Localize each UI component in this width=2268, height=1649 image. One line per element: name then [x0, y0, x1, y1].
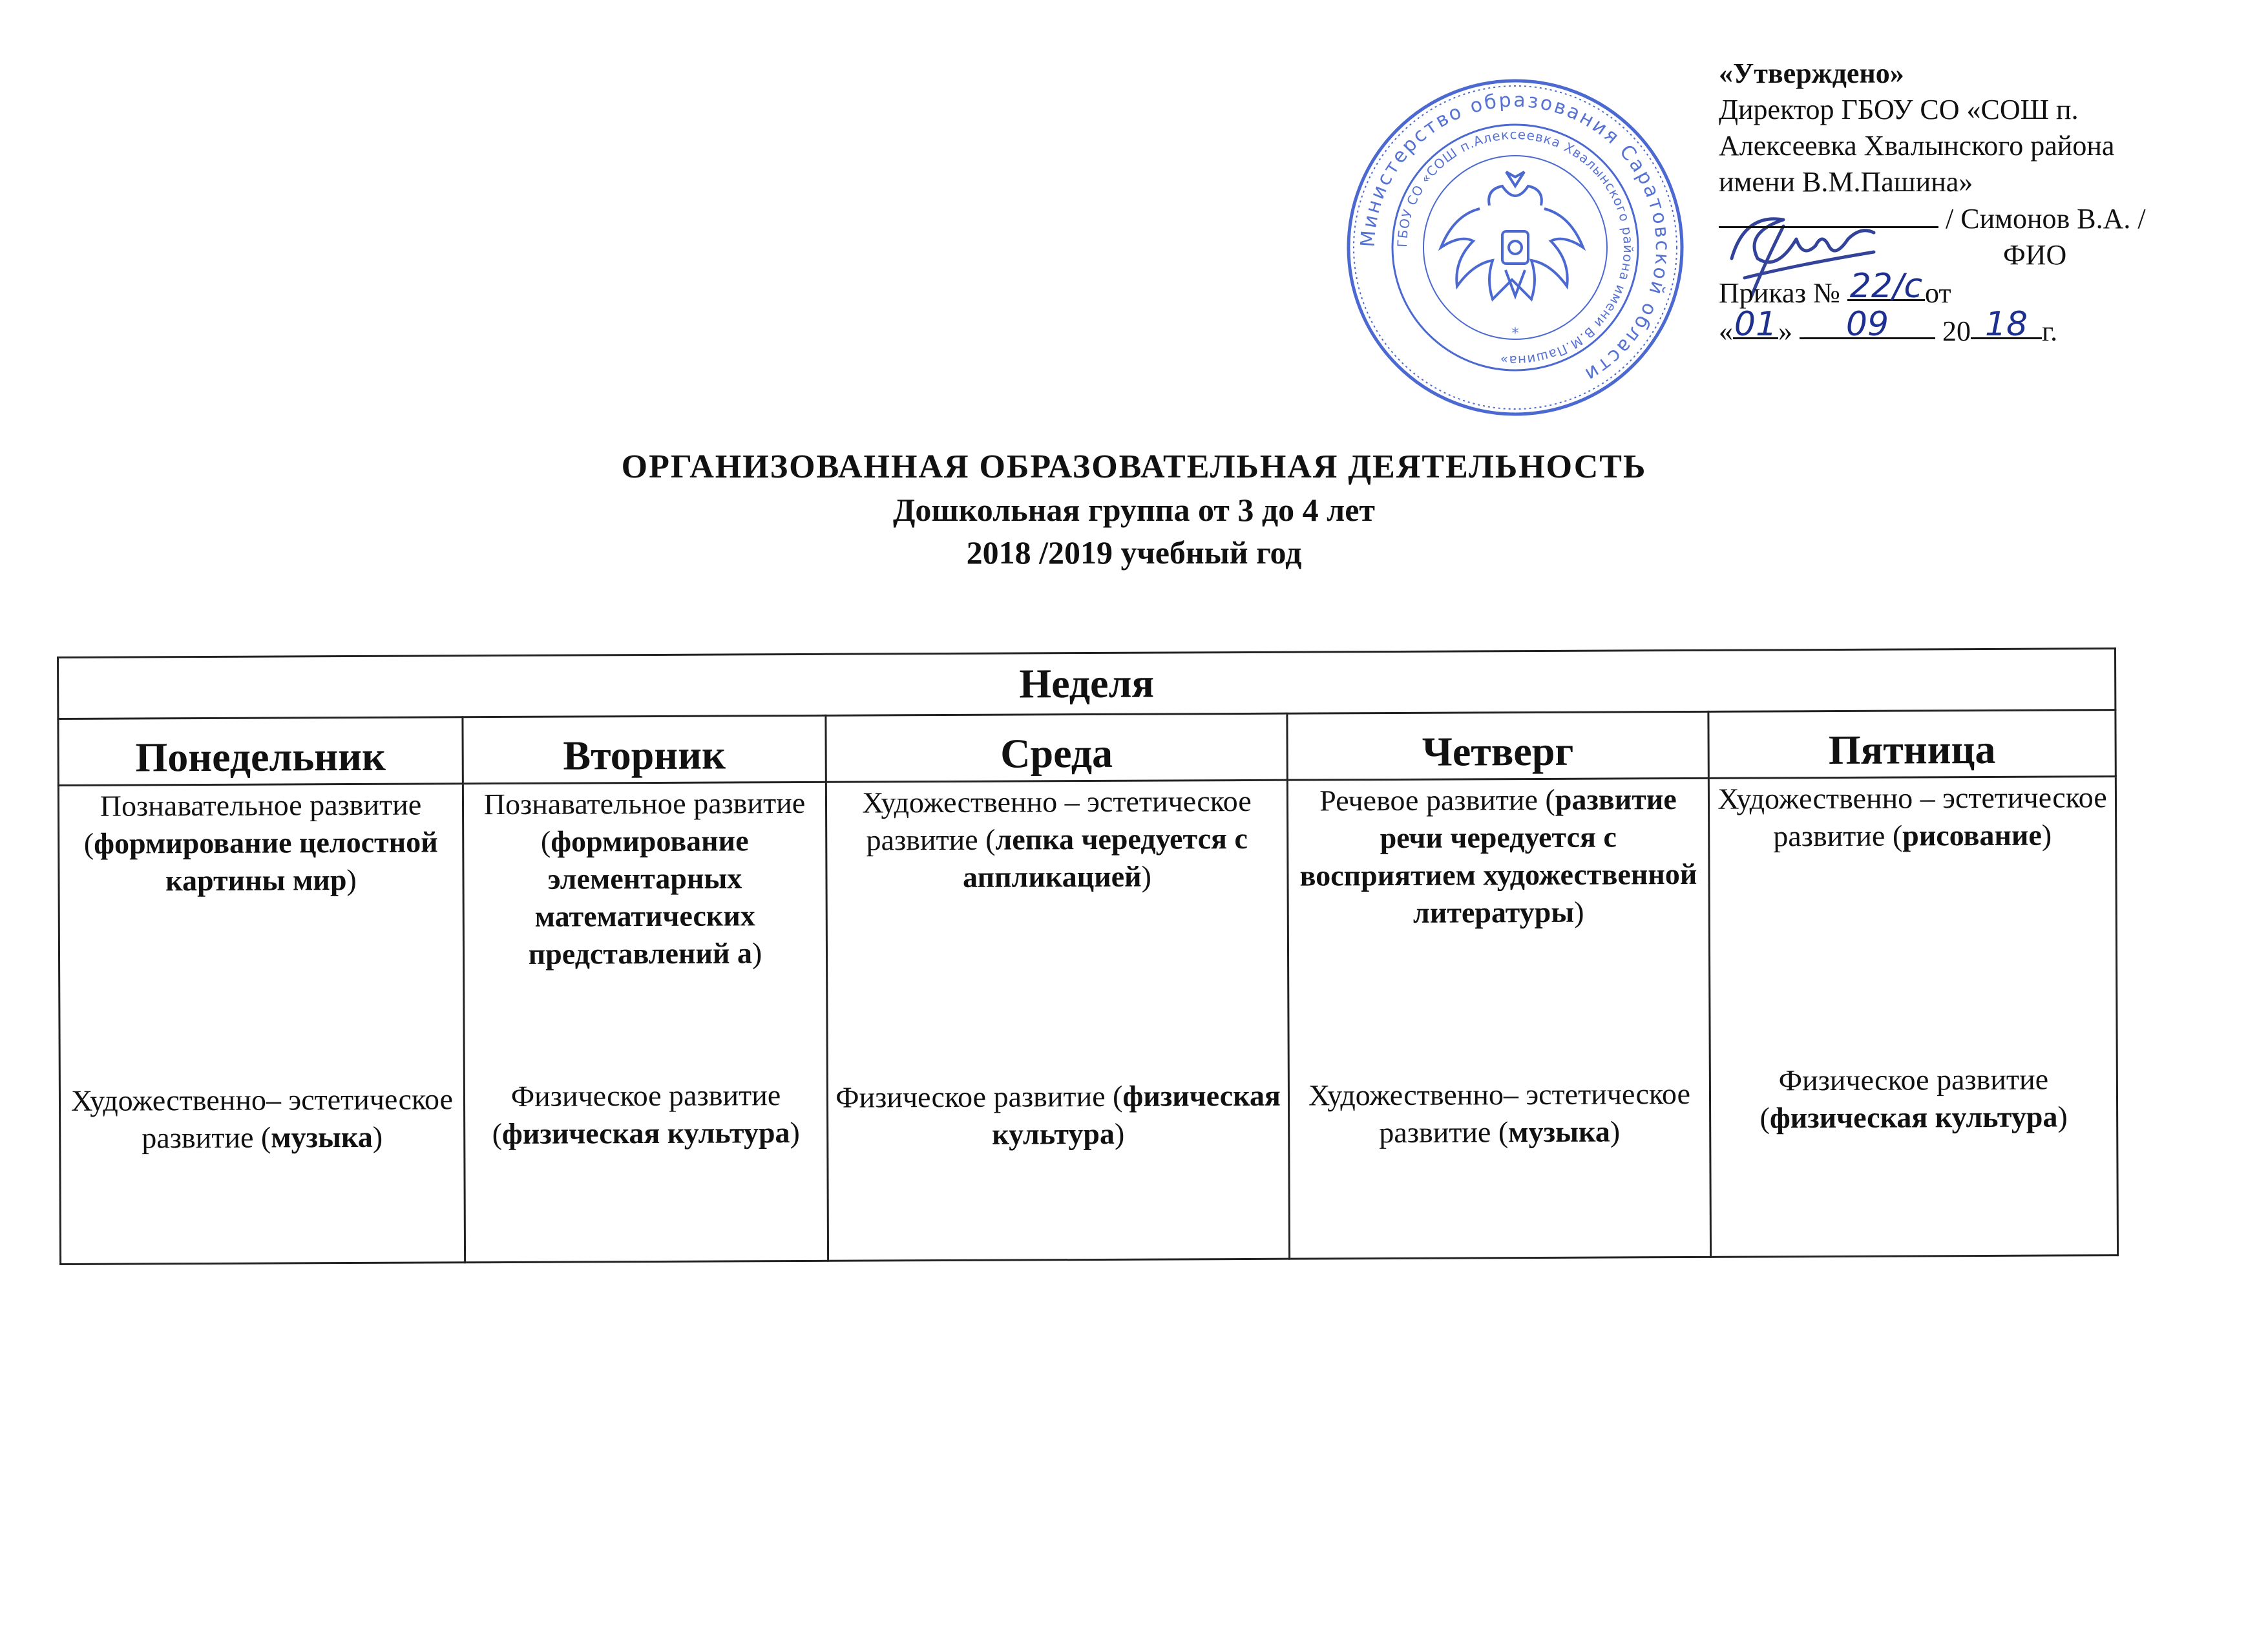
approval-line-3: имени В.М.Пашина»: [1719, 166, 1973, 198]
activity-monday-1: Познавательное развитие (формирование целостной картины мир): [83, 788, 438, 898]
date-open-quote: «: [1719, 315, 1733, 347]
signer-line: [1719, 200, 2210, 237]
day-header-tuesday: Вторник: [463, 715, 826, 783]
cell-friday: [1708, 777, 2117, 1257]
order-from: от: [1924, 277, 1951, 309]
document-heading: [0, 446, 2268, 574]
activity-thursday-1: Речевое развитие (развитие речи чередуется с восприятием художественной литературы): [1299, 782, 1697, 929]
order-number: 22/с: [1849, 267, 1923, 306]
date-close-quote: »: [1778, 315, 1792, 347]
days-header-row: [58, 710, 2116, 786]
year-prefix: 20: [1942, 315, 1971, 347]
order-number-blank: [1847, 267, 1925, 306]
order-label: Приказ №: [1719, 277, 1840, 309]
fio-label: ФИО: [2003, 239, 2067, 271]
group-subtitle: Дошкольная группа от 3 до 4 лет: [893, 492, 1375, 528]
year-abbr: г.: [2042, 315, 2058, 347]
official-seal: [1344, 76, 1686, 419]
order-line: [1719, 267, 2210, 311]
date-line: [1719, 305, 2210, 350]
cell-tuesday: [463, 782, 828, 1262]
year-blank: [1971, 305, 2042, 344]
order-month: 09: [1845, 305, 1889, 344]
week-header-row: [58, 649, 2116, 719]
document-title: ОРГАНИЗОВАННАЯ ОБРАЗОВАТЕЛЬНАЯ ДЕЯТЕЛЬНОСТЬ: [621, 448, 1647, 485]
approval-title: «Утверждено»: [1719, 58, 1904, 89]
signer-name: / Симонов В.А. /: [1946, 203, 2146, 235]
month-blank: [1800, 305, 1935, 344]
weekly-schedule-table: [57, 647, 2119, 1265]
day-header-friday: Пятница: [1708, 710, 2116, 779]
approval-line-1: Директор ГБОУ СО «СОШ п.: [1719, 94, 2079, 125]
activity-wednesday-1: Художественно – эстетическое развитие (лепка чередуется с аппликацией): [862, 784, 1252, 894]
day-header-monday: Понедельник: [58, 717, 463, 786]
svg-text:*: *: [1511, 326, 1519, 342]
activity-wednesday-2: Физическое развитие (физическая культура): [835, 1078, 1281, 1151]
activity-tuesday-2: Физическое развитие (физическая культура): [492, 1078, 800, 1151]
activity-friday-2: Физическое развитие (физическая культура): [1759, 1062, 2068, 1135]
activity-tuesday-1: Познавательное развитие (формирование элементарных математических представлений а): [483, 786, 806, 971]
day-blank: [1733, 305, 1778, 344]
seal-outer-text: Министерство образования Саратовской области: [1356, 89, 1674, 387]
activities-row: [58, 777, 2117, 1265]
signature-blank: [1719, 200, 1938, 228]
cell-thursday: [1287, 778, 1710, 1259]
eagle-emblem-icon: [1441, 172, 1583, 299]
cell-monday: [58, 784, 465, 1265]
seal-inner-text: ГБОУ СО «СОШ п.Алексеевка Хвалынского района имени В.М.Пашина»: [1394, 126, 1637, 369]
order-year: 18: [1984, 305, 2028, 344]
activity-friday-1: Художественно – эстетическое развитие (рисование): [1717, 781, 2107, 853]
day-header-thursday: Четверг: [1287, 711, 1708, 780]
activity-monday-2: Художественно– эстетическое развитие (музыка): [70, 1082, 454, 1155]
approval-line-2: Алексеевка Хвалынского района: [1719, 130, 2115, 162]
approval-block: [1719, 56, 2210, 350]
day-header-wednesday: Среда: [826, 713, 1287, 782]
order-day: 01: [1734, 305, 1778, 344]
school-year: 2018 /2019 учебный год: [966, 534, 1302, 571]
activity-thursday-2: Художественно– эстетическое развитие (музыка): [1308, 1077, 1691, 1150]
week-header: Неделя: [58, 649, 2116, 719]
cell-wednesday: [826, 780, 1289, 1261]
